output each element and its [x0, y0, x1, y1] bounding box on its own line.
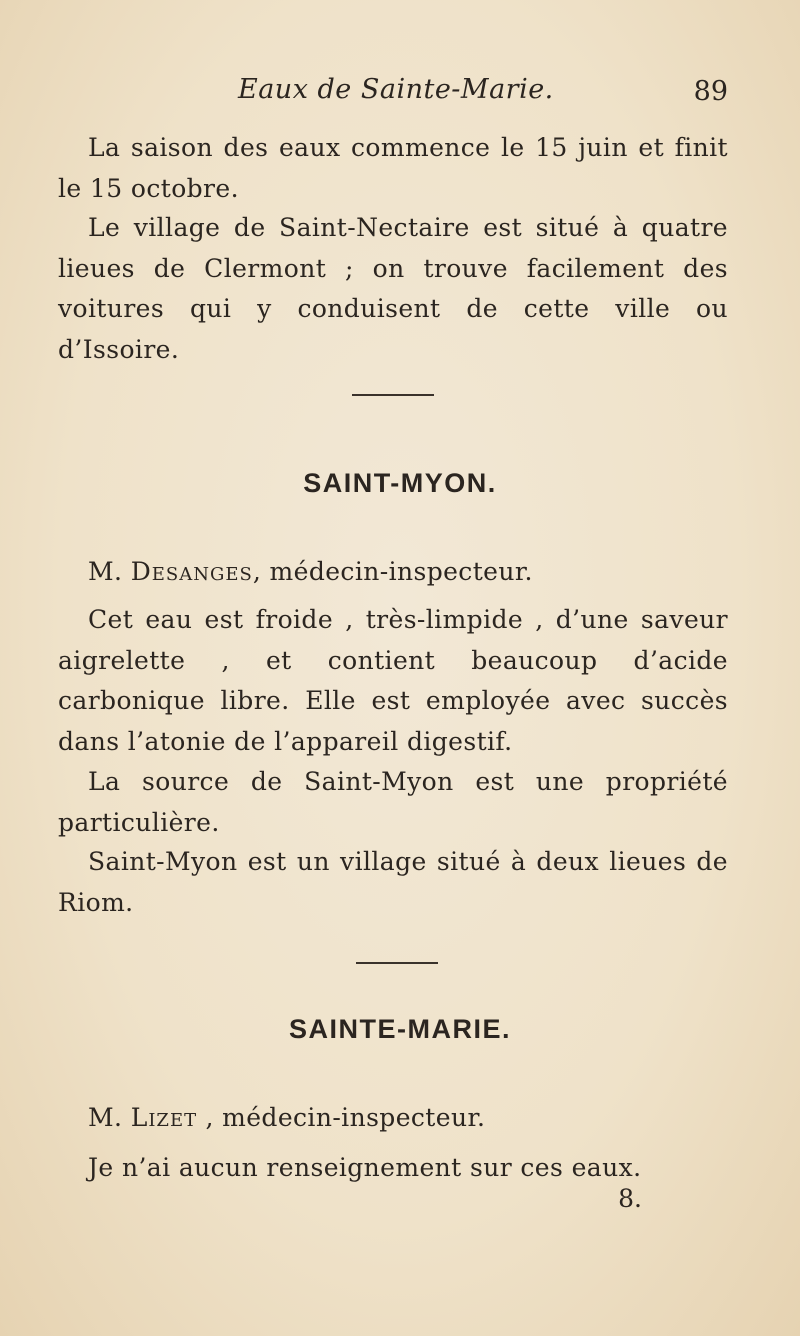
- section-divider: [356, 962, 438, 964]
- paragraph-season: La saison des eaux commence le 15 juin et finit le 15 octobre.: [58, 133, 728, 203]
- signature-mark: 8.: [618, 1184, 642, 1213]
- inspector-prefix: M.: [88, 557, 123, 586]
- paragraph-village-location: Saint-Myon est un village situé à deux lieues de Riom.: [58, 847, 728, 917]
- page-header: [0, 74, 800, 114]
- inspector-name: Lizet: [130, 1103, 198, 1132]
- section-divider: [352, 394, 434, 396]
- inspector-role: , médecin-inspecteur.: [197, 1103, 486, 1132]
- paragraph-source-ownership: La source de Saint-Myon est une propriété particulière.: [58, 767, 728, 837]
- page-number: 89: [693, 76, 728, 107]
- section-title-saint-myon: SAINT-MYON.: [303, 468, 497, 498]
- inspector-prefix: M.: [88, 1103, 123, 1132]
- inspector-line: [58, 1098, 728, 1139]
- paragraph-water-description: Cet eau est froide , très-limpide , d’une saveur aigrelette , et contient beaucoup d’acide carbonique libre. Elle est employée avec succès dans l’atonie de l’appareil digestif.: [58, 605, 728, 756]
- paragraph-no-information: Je n’ai aucun renseignement sur ces eaux.: [88, 1153, 642, 1182]
- running-title: Eaux de Sainte-Marie.: [238, 74, 554, 105]
- inspector-role: , médecin-inspecteur.: [252, 557, 533, 586]
- inspector-name: Desanges: [130, 557, 253, 586]
- section-title-sainte-marie: SAINTE-MARIE.: [289, 1014, 511, 1044]
- inspector-line: [58, 552, 728, 593]
- paragraph-village-saint-nectaire: Le village de Saint-Nectaire est situé à quatre lieues de Clermont ; on trouve facilement des voitures qui y conduisent de cette ville ou d’Issoire.: [58, 213, 728, 364]
